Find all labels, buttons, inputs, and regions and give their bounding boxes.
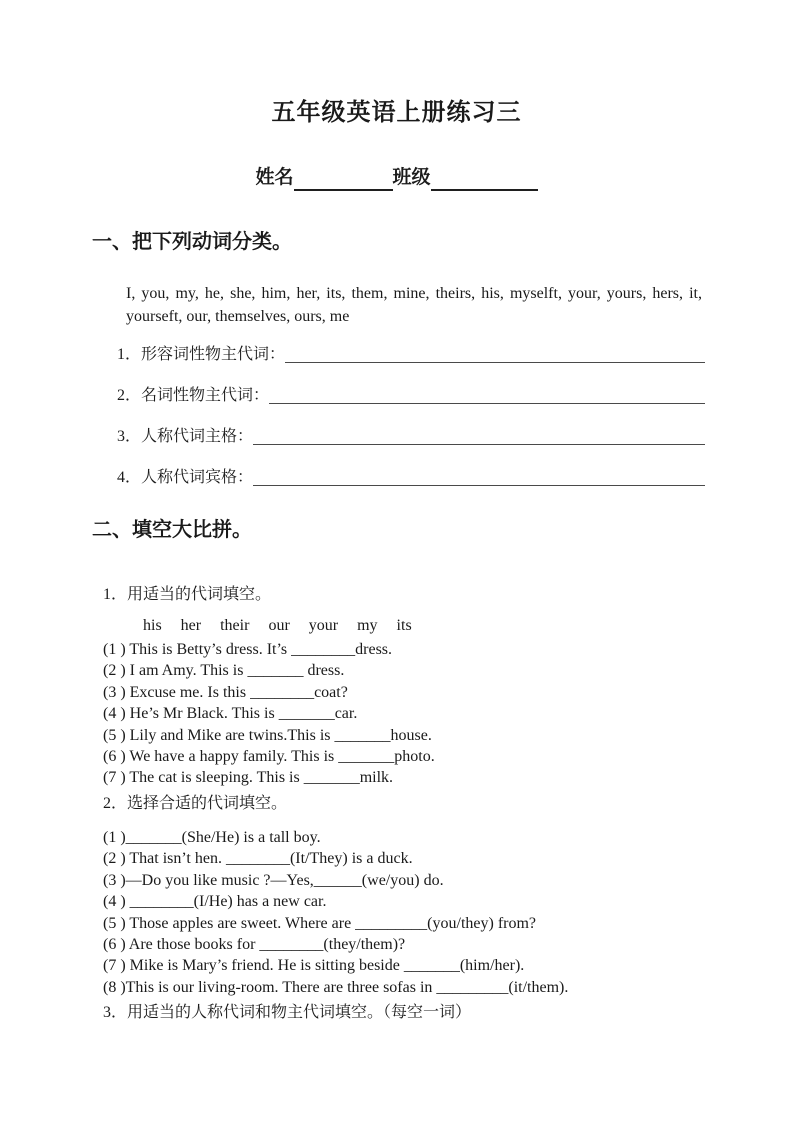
word-bank-word: their — [220, 617, 250, 634]
word-bank-word: your — [308, 617, 339, 634]
class-blank — [431, 171, 538, 191]
question-line: (4 ) He’s Mr Black. This is _______car. — [103, 705, 358, 723]
name-label: 姓名 — [255, 167, 294, 188]
question-line: (6 ) Are those books for ________(they/them)? — [103, 936, 406, 954]
classification-row — [117, 467, 705, 489]
classification-row — [117, 426, 705, 448]
word-bank-word: her — [180, 617, 202, 634]
class-label: 班级 — [392, 167, 431, 188]
answer-line — [253, 467, 705, 486]
section1-heading: 一、把下列动词分类。 — [92, 231, 292, 253]
classification-label: 2．名词性物主代词： — [117, 387, 270, 404]
exercise2-questions — [103, 827, 723, 998]
question-line: (3 ) Excuse me. Is this ________coat? — [103, 683, 348, 701]
name-class-line — [0, 166, 793, 191]
section2-heading: 二、填空大比拼。 — [92, 519, 252, 541]
section1-word-bank: I, you, my, he, she, him, her, its, them, mine, theirs, his, myselft, your, yours, hers, it, yourseft, our, themselves, ours, me — [126, 285, 702, 325]
word-bank-word: our — [268, 617, 290, 634]
exercise1-questions — [103, 639, 723, 789]
word-bank-word: its — [396, 617, 412, 634]
question-line: (7 ) Mike is Mary’s friend. He is sitting beside _______(him/her). — [103, 957, 525, 975]
question-line: (2 ) I am Amy. This is _______ dress. — [103, 662, 345, 680]
exercise2-title: 2．选择合适的代词填空。 — [103, 795, 288, 812]
exercise1-word-bank — [143, 615, 412, 637]
question-line: (8 )This is our living-room. There are three sofas in _________(it/them). — [103, 978, 569, 996]
question-line: (5 ) Those apples are sweet. Where are _________(you/they) from? — [103, 914, 537, 932]
question-line: (3 )—Do you like music ?—Yes,______(we/you) do. — [103, 871, 444, 889]
answer-line — [269, 385, 705, 404]
question-line: (2 ) That isn’t hen. ________(It/They) is a duck. — [103, 850, 413, 868]
answer-line — [285, 344, 705, 363]
question-line: (7 ) The cat is sleeping. This is _______milk. — [103, 769, 394, 787]
answer-line — [253, 426, 705, 445]
worksheet-title: 五年级英语上册练习三 — [271, 99, 522, 126]
name-blank — [294, 171, 393, 191]
exercise3-title: 3．用适当的人称代词和物主代词填空。（每空一词） — [103, 1004, 472, 1021]
question-line: (1 ) This is Betty’s dress. It’s ________dress. — [103, 641, 393, 658]
word-bank-word: my — [357, 617, 378, 634]
section1-item-list — [117, 344, 705, 508]
classification-label: 1．形容词性物主代词： — [117, 346, 286, 363]
classification-label: 3．人称代词主格： — [117, 428, 254, 445]
question-line: (5 ) Lily and Mike are twins.This is _______house. — [103, 726, 432, 744]
question-line: (4 ) ________(I/He) has a new car. — [103, 893, 327, 911]
classification-row — [117, 344, 705, 366]
question-line: (6 ) We have a happy family. This is _______photo. — [103, 748, 435, 766]
word-bank-word: his — [143, 617, 162, 634]
classification-label: 4．人称代词宾格： — [117, 469, 254, 486]
question-line: (1 )_______(She/He) is a tall boy. — [103, 829, 321, 846]
classification-row — [117, 385, 705, 407]
exercise1-title: 1．用适当的代词填空。 — [103, 586, 272, 603]
